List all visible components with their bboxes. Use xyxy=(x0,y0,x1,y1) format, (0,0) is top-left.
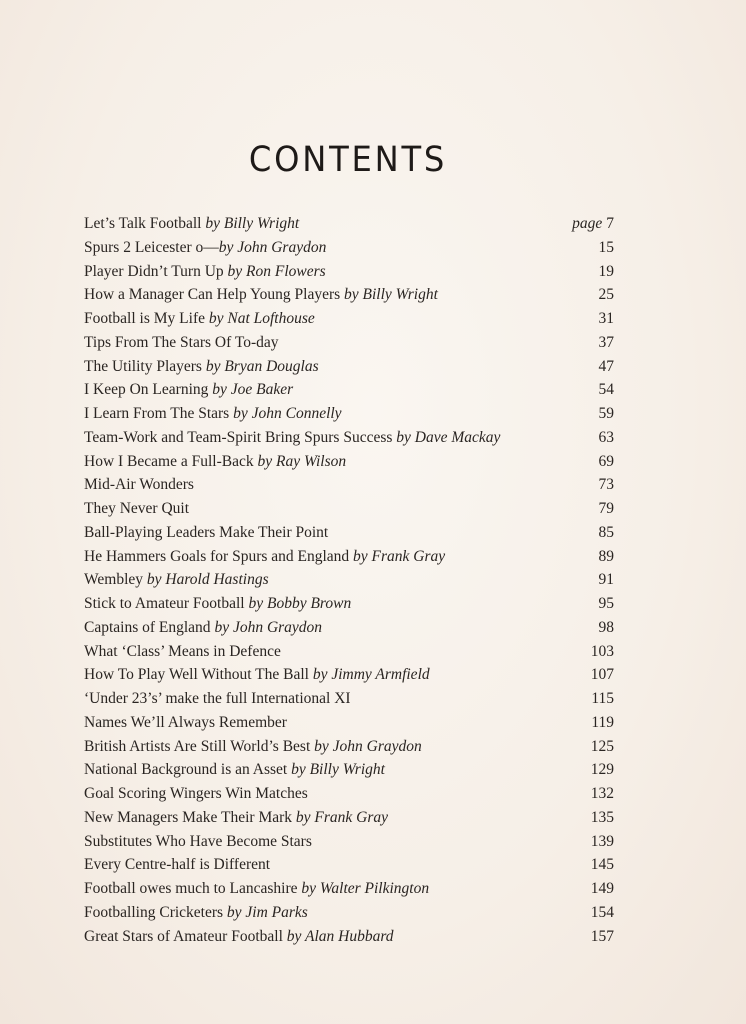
entry-title-wrap xyxy=(84,283,438,307)
toc-entry xyxy=(84,355,614,379)
entry-page-number-wrap xyxy=(574,568,614,592)
entry-title-wrap xyxy=(84,592,351,616)
page-label: page xyxy=(572,215,603,232)
toc-entry xyxy=(84,307,614,331)
entry-page-number-wrap xyxy=(574,901,614,925)
entry-title: Footballing Cricketers xyxy=(84,903,224,921)
entry-page-number: 125 xyxy=(590,737,614,755)
entry-page-number: 19 xyxy=(598,262,614,280)
entry-title: Captains of England xyxy=(84,618,211,636)
toc-entry xyxy=(84,901,614,925)
entry-title-wrap xyxy=(84,616,322,640)
entry-author: by Ray Wilson xyxy=(257,452,347,470)
entry-author: by Bobby Brown xyxy=(248,595,352,612)
entry-page-number-wrap xyxy=(574,782,614,806)
entry-page-number-wrap xyxy=(574,830,614,854)
entry-title-wrap xyxy=(84,925,394,949)
toc-entry xyxy=(84,402,614,426)
entry-page-number: 98 xyxy=(598,618,614,636)
entry-title-wrap xyxy=(84,782,308,806)
entry-title: The Utility Players xyxy=(84,357,202,375)
entry-title: Football is My Life xyxy=(84,310,205,327)
toc-entry xyxy=(84,568,614,592)
toc-entry xyxy=(84,782,614,806)
entry-page-number-wrap xyxy=(574,521,614,545)
entry-title-wrap xyxy=(84,307,315,331)
toc-entry xyxy=(84,877,614,901)
entry-title: Let’s Talk Football xyxy=(84,215,202,232)
entry-author: by John Graydon xyxy=(314,737,422,755)
entry-page-number-wrap xyxy=(572,212,614,236)
toc-entry xyxy=(84,663,614,687)
entry-title-wrap xyxy=(84,450,346,474)
entry-author: by Dave Mackay xyxy=(396,428,501,446)
toc-entry xyxy=(84,735,614,759)
entry-title-wrap xyxy=(84,901,308,925)
entry-title-wrap xyxy=(84,355,319,379)
entry-page-number-wrap xyxy=(574,236,614,260)
entry-title: How a Manager Can Help Young Players xyxy=(84,286,341,304)
entry-page-number-wrap xyxy=(574,687,614,711)
entry-page-number: 25 xyxy=(598,286,614,304)
entry-author: by John Graydon xyxy=(218,238,327,256)
entry-page-number: 7 xyxy=(606,215,614,232)
table-of-contents xyxy=(84,212,614,948)
entry-page-number-wrap xyxy=(574,426,614,450)
entry-page-number: 132 xyxy=(590,785,614,802)
entry-title: Tips From The Stars Of To-day xyxy=(84,333,279,351)
entry-title-wrap xyxy=(84,687,351,711)
toc-entry xyxy=(84,830,614,854)
toc-entry xyxy=(84,806,614,830)
entry-page-number-wrap xyxy=(574,663,614,687)
entry-author: by Bryan Douglas xyxy=(205,357,319,375)
entry-page-number: 91 xyxy=(598,571,614,589)
entry-page-number-wrap xyxy=(574,473,614,497)
entry-title: Spurs 2 Leicester o— xyxy=(84,238,219,256)
entry-title-wrap xyxy=(84,378,293,402)
entry-title-wrap xyxy=(84,212,299,236)
entry-title: Wembley xyxy=(84,571,144,589)
entry-page-number: 154 xyxy=(590,903,614,921)
entry-author: by John Graydon xyxy=(214,618,323,636)
entry-page-number-wrap xyxy=(574,925,614,949)
entry-page-number: 95 xyxy=(598,595,614,612)
entry-title-wrap xyxy=(84,568,269,592)
entry-page-number-wrap xyxy=(574,355,614,379)
entry-title: He Hammers Goals for Spurs and England xyxy=(84,547,350,565)
toc-entry xyxy=(84,473,614,497)
entry-title: Mid-Air Wonders xyxy=(84,476,194,494)
entry-page-number: 149 xyxy=(590,880,614,897)
toc-entry xyxy=(84,378,614,402)
entry-title-wrap xyxy=(84,640,281,664)
toc-entry xyxy=(84,687,614,711)
entry-page-number: 47 xyxy=(598,357,614,375)
entry-title: They Never Quit xyxy=(84,500,190,517)
entry-page-number: 54 xyxy=(598,381,614,399)
toc-entry xyxy=(84,521,614,545)
entry-author: by Nat Lofthouse xyxy=(208,310,315,327)
entry-author: by Walter Pilkington xyxy=(301,880,430,897)
entry-title-wrap xyxy=(84,830,312,854)
entry-title: Football owes much to Lancashire xyxy=(84,880,298,897)
entry-page-number: 59 xyxy=(598,405,614,422)
entry-page-number-wrap xyxy=(574,378,614,402)
entry-title-wrap xyxy=(84,877,429,901)
entry-page-number: 135 xyxy=(590,808,614,826)
entry-title-wrap xyxy=(84,402,342,426)
toc-entry xyxy=(84,450,614,474)
toc-entry xyxy=(84,212,614,236)
entry-page-number-wrap xyxy=(574,877,614,901)
entry-title: ‘Under 23’s’ make the full International XI xyxy=(84,690,351,707)
entry-title-wrap xyxy=(84,497,189,521)
entry-title: I Learn From The Stars xyxy=(84,405,230,422)
entry-title-wrap xyxy=(84,735,422,759)
entry-title-wrap xyxy=(84,663,430,687)
entry-author: by Billy Wright xyxy=(205,215,300,232)
toc-entry xyxy=(84,331,614,355)
entry-author: by Jimmy Armfield xyxy=(312,666,430,684)
entry-title-wrap xyxy=(84,331,279,355)
entry-title-wrap xyxy=(84,853,270,877)
entry-page-number-wrap xyxy=(574,758,614,782)
entry-title-wrap xyxy=(84,260,326,284)
entry-title: Names We’ll Always Remember xyxy=(84,713,287,731)
toc-entry xyxy=(84,497,614,521)
toc-entry xyxy=(84,236,614,260)
entry-title: British Artists Are Still World’s Best xyxy=(84,737,311,755)
entry-author: by Billy Wright xyxy=(344,286,438,304)
entry-page-number-wrap xyxy=(574,283,614,307)
entry-author: by Billy Wright xyxy=(291,761,385,779)
entry-page-number: 31 xyxy=(598,310,614,327)
toc-entry xyxy=(84,711,614,735)
entry-title: How To Play Well Without The Ball xyxy=(84,666,309,684)
toc-entry xyxy=(84,426,614,450)
entry-title: Ball-Playing Leaders Make Their Point xyxy=(84,523,329,541)
entry-title: Goal Scoring Wingers Win Matches xyxy=(84,785,308,802)
entry-title: Every Centre-half is Different xyxy=(84,856,271,874)
entry-page-number-wrap xyxy=(574,853,614,877)
entry-page-number: 157 xyxy=(590,927,614,945)
entry-page-number: 79 xyxy=(598,500,614,517)
entry-title: Great Stars of Amateur Football xyxy=(84,927,283,945)
entry-page-number-wrap xyxy=(574,260,614,284)
entry-page-number-wrap xyxy=(574,450,614,474)
entry-page-number-wrap xyxy=(574,331,614,355)
entry-page-number: 63 xyxy=(598,428,614,446)
toc-entry xyxy=(84,853,614,877)
entry-page-number-wrap xyxy=(574,497,614,521)
toc-entry xyxy=(84,640,614,664)
entry-page-number: 103 xyxy=(590,642,614,660)
entry-title: New Managers Make Their Mark xyxy=(84,808,293,826)
entry-page-number-wrap xyxy=(574,735,614,759)
entry-page-number: 37 xyxy=(598,333,614,351)
entry-title-wrap xyxy=(84,545,445,569)
entry-page-number: 89 xyxy=(598,547,614,565)
entry-page-number: 139 xyxy=(590,832,614,850)
entry-title-wrap xyxy=(84,806,388,830)
entry-title: What ‘Class’ Means in Defence xyxy=(84,642,281,660)
entry-title: Substitutes Who Have Become Stars xyxy=(84,832,312,850)
toc-entry xyxy=(84,260,614,284)
entry-page-number: 115 xyxy=(591,690,614,707)
entry-author: by Joe Baker xyxy=(212,381,294,399)
entry-page-number: 107 xyxy=(590,666,614,684)
entry-page-number: 85 xyxy=(598,523,614,541)
entry-title-wrap xyxy=(84,236,326,260)
entry-page-number-wrap xyxy=(574,307,614,331)
entry-author: by Jim Parks xyxy=(226,903,308,921)
entry-author: by Frank Gray xyxy=(353,547,446,565)
entry-title-wrap xyxy=(84,758,385,782)
entry-author: by Harold Hastings xyxy=(146,571,269,589)
entry-title-wrap xyxy=(84,521,328,545)
entry-author: by John Connelly xyxy=(233,405,342,422)
entry-title: I Keep On Learning xyxy=(84,381,209,399)
entry-title: National Background is an Asset xyxy=(84,761,288,779)
entry-page-number-wrap xyxy=(574,640,614,664)
entry-page-number: 119 xyxy=(591,713,614,731)
entry-page-number: 145 xyxy=(590,856,614,874)
entry-title-wrap xyxy=(84,473,194,497)
entry-page-number-wrap xyxy=(574,806,614,830)
entry-title-wrap xyxy=(84,426,500,450)
entry-page-number-wrap xyxy=(574,592,614,616)
entry-author: by Frank Gray xyxy=(295,808,389,826)
entry-page-number-wrap xyxy=(574,616,614,640)
entry-page-number-wrap xyxy=(574,545,614,569)
entry-title: How I Became a Full-Back xyxy=(84,452,254,470)
entry-title: Player Didn’t Turn Up xyxy=(84,262,224,280)
entry-page-number: 73 xyxy=(598,476,614,494)
entry-title: Stick to Amateur Football xyxy=(84,595,245,612)
entry-author: by Alan Hubbard xyxy=(286,927,394,945)
toc-entry xyxy=(84,545,614,569)
entry-title: Team-Work and Team-Spirit Bring Spurs Success xyxy=(84,428,393,446)
toc-entry xyxy=(84,283,614,307)
toc-entry xyxy=(84,616,614,640)
entry-page-number-wrap xyxy=(574,711,614,735)
toc-entry xyxy=(84,592,614,616)
toc-entry xyxy=(84,758,614,782)
entry-page-number: 129 xyxy=(590,761,614,779)
toc-entry xyxy=(84,925,614,949)
entry-author: by Ron Flowers xyxy=(227,262,326,280)
page-title: CONTENTS xyxy=(248,140,448,180)
entry-page-number: 15 xyxy=(598,238,614,256)
entry-page-number: 69 xyxy=(598,452,614,470)
entry-title-wrap xyxy=(84,711,287,735)
entry-page-number-wrap xyxy=(574,402,614,426)
